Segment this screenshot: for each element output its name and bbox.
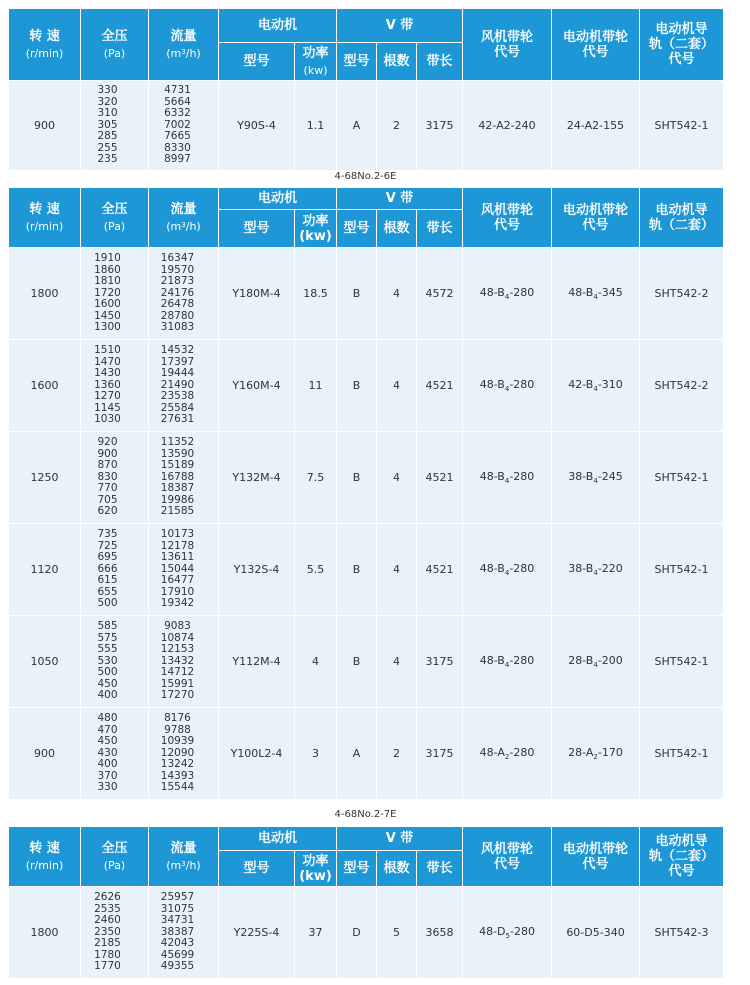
belt-model-cell: B	[337, 340, 377, 432]
belt-count-cell: 4	[377, 616, 417, 708]
header-belt-length: 带长	[417, 210, 463, 248]
fan-pulley-cell: $48-B_4-280$	[463, 340, 552, 432]
header-motor-pulley: 电动机带轮 代号	[552, 188, 640, 248]
header-motor: 电动机	[219, 188, 337, 210]
motor-pulley-cell: $38-B_4-220$	[552, 524, 640, 616]
header-belt-length: 带长	[417, 851, 463, 887]
table-row	[9, 248, 724, 340]
motor-pulley-cell: $48-B_4-345$	[552, 248, 640, 340]
fan-pulley-cell: $48-B_4-280$	[463, 248, 552, 340]
belt-count-cell: 4	[377, 432, 417, 524]
speed-cell: 900	[9, 708, 81, 800]
rail-cell: SHT542-3	[640, 887, 724, 979]
header-motor-model: 型号	[219, 851, 295, 887]
motor-pulley-cell: $38-B_4-245$	[552, 432, 640, 524]
flow-list: 16347 19570 21873 24176 26478 28780 31083	[149, 248, 219, 340]
motor-model-cell: Y160M-4	[219, 340, 295, 432]
fan-pulley-cell: 42-A2-240	[463, 81, 552, 171]
rail-cell: SHT542-1	[640, 708, 724, 800]
table-row	[9, 432, 724, 524]
header-speed: 转 速 (r/min)	[9, 188, 81, 248]
pressure-list: 920 900 870 830 770 705 620	[81, 432, 149, 524]
rail-cell: SHT542-1	[640, 524, 724, 616]
rail-cell: SHT542-1	[640, 616, 724, 708]
flow-list: 11352 13590 15189 16788 18387 19986 21585	[149, 432, 219, 524]
belt-length-cell: 3658	[417, 887, 463, 979]
power-cell: 4	[295, 616, 337, 708]
pressure-list: 1910 1860 1810 1720 1600 1450 1300	[81, 248, 149, 340]
header-motor-model: 型号	[219, 43, 295, 81]
header-vbelt: V 带	[337, 9, 463, 43]
header-motor-pulley: 电动机带轮 代号	[552, 9, 640, 81]
header-power: 功率 (kw)	[295, 43, 337, 81]
header-power: 功率 (kw)	[295, 210, 337, 248]
header-motor: 电动机	[219, 9, 337, 43]
fan-pulley-cell: $48-D_5-280$	[463, 887, 552, 979]
header-motor-pulley: 电动机带轮 代号	[552, 827, 640, 887]
header-belt-model: 型号	[337, 210, 377, 248]
table-row	[9, 340, 724, 432]
table-row	[9, 616, 724, 708]
belt-length-cell: 3175	[417, 708, 463, 800]
motor-model-cell: Y132S-4	[219, 524, 295, 616]
header-flow: 流量 $(m^3/h)$	[149, 827, 219, 887]
speed-cell: 900	[9, 81, 81, 171]
power-cell: 5.5	[295, 524, 337, 616]
flow-list: 14532 17397 19444 21490 23538 25584 27631	[149, 340, 219, 432]
rail-cell: SHT542-2	[640, 248, 724, 340]
header-vbelt: V 带	[337, 827, 463, 851]
belt-model-cell: A	[337, 81, 377, 171]
header-belt-model: 型号	[337, 43, 377, 81]
fan-spec-table-3	[8, 826, 724, 979]
header-belt-model: 型号	[337, 851, 377, 887]
fan-pulley-cell: $48-B_4-280$	[463, 524, 552, 616]
belt-length-cell: 3175	[417, 81, 463, 171]
speed-cell: 1600	[9, 340, 81, 432]
flow-list: 10173 12178 13611 15044 16477 17910 19342	[149, 524, 219, 616]
header-vbelt: V 带	[337, 188, 463, 210]
header-rail: 电动机导 轨（二套） 代号	[640, 9, 724, 81]
belt-count-cell: 2	[377, 708, 417, 800]
header-pressure: 全压 (Pa)	[81, 188, 149, 248]
header-belt-count: 根数	[377, 210, 417, 248]
belt-length-cell: 4521	[417, 432, 463, 524]
flow-list: 9083 10874 12153 13432 14712 15991 17270	[149, 616, 219, 708]
pressure-list: 2626 2535 2460 2350 2185 1780 1770	[81, 887, 149, 979]
motor-pulley-cell: 24-A2-155	[552, 81, 640, 171]
header-motor: 电动机	[219, 827, 337, 851]
header-flow: 流量 $(m^3/h)$	[149, 9, 219, 81]
pressure-list: 480 470 450 430 400 370 330	[81, 708, 149, 800]
motor-pulley-cell: $42-B_4-310$	[552, 340, 640, 432]
belt-length-cell: 3175	[417, 616, 463, 708]
motor-model-cell: Y132M-4	[219, 432, 295, 524]
caption-no2-6e: 4-68No.2-6E	[334, 171, 397, 182]
header-pressure: 全压 (Pa)	[81, 827, 149, 887]
rail-cell: SHT542-1	[640, 432, 724, 524]
speed-cell: 1800	[9, 887, 81, 979]
rail-cell: SHT542-1	[640, 81, 724, 171]
motor-model-cell: Y90S-4	[219, 81, 295, 171]
power-cell: 1.1	[295, 81, 337, 171]
flow-list: 25957 31075 34731 38387 42043 45699 49355	[149, 887, 219, 979]
pressure-list: 1510 1470 1430 1360 1270 1145 1030	[81, 340, 149, 432]
speed-cell: 1250	[9, 432, 81, 524]
header-flow: 流量 $(m^3/h)$	[149, 188, 219, 248]
power-cell: 18.5	[295, 248, 337, 340]
fan-pulley-cell: $48-A_2-280$	[463, 708, 552, 800]
belt-count-cell: 5	[377, 887, 417, 979]
motor-model-cell: Y225S-4	[219, 887, 295, 979]
belt-model-cell: B	[337, 616, 377, 708]
belt-length-cell: 4521	[417, 524, 463, 616]
power-cell: 11	[295, 340, 337, 432]
motor-model-cell: Y112M-4	[219, 616, 295, 708]
motor-model-cell: Y180M-4	[219, 248, 295, 340]
speed-cell: 1800	[9, 248, 81, 340]
header-rail: 电动机导 轨（二套）	[640, 188, 724, 248]
flow-list: 4731 5664 6332 7002 7665 8330 8997	[149, 81, 219, 171]
header-belt-count: 根数	[377, 43, 417, 81]
pressure-list: 735 725 695 666 615 655 500	[81, 524, 149, 616]
header-fan-pulley: 风机带轮 代号	[463, 188, 552, 248]
belt-count-cell: 4	[377, 524, 417, 616]
belt-model-cell: B	[337, 248, 377, 340]
power-cell: 3	[295, 708, 337, 800]
header-rail: 电动机导 轨（二套） 代号	[640, 827, 724, 887]
table-row	[9, 887, 724, 979]
power-cell: 7.5	[295, 432, 337, 524]
caption-no2-7e: 4-68No.2-7E	[334, 809, 397, 820]
pressure-list: 330 320 310 305 285 255 235	[81, 81, 149, 171]
table-row	[9, 524, 724, 616]
header-speed: 转 速 (r/min)	[9, 827, 81, 887]
fan-spec-table-1	[8, 8, 724, 171]
pressure-list: 585 575 555 530 500 450 400	[81, 616, 149, 708]
header-fan-pulley: 风机带轮 代号	[463, 9, 552, 81]
motor-pulley-cell: $28-A_2-170$	[552, 708, 640, 800]
rail-cell: SHT542-2	[640, 340, 724, 432]
belt-count-cell: 2	[377, 81, 417, 171]
speed-cell: 1050	[9, 616, 81, 708]
header-fan-pulley: 风机带轮 代号	[463, 827, 552, 887]
header-motor-model: 型号	[219, 210, 295, 248]
belt-model-cell: B	[337, 432, 377, 524]
motor-pulley-cell: $28-B_4-200$	[552, 616, 640, 708]
fan-spec-table-2	[8, 187, 724, 800]
belt-length-cell: 4572	[417, 248, 463, 340]
header-pressure: 全压 (Pa)	[81, 9, 149, 81]
header-power: 功率 (kw)	[295, 851, 337, 887]
power-cell: 37	[295, 887, 337, 979]
header-belt-count: 根数	[377, 851, 417, 887]
table-row	[9, 81, 724, 171]
header-belt-length: 带长	[417, 43, 463, 81]
belt-length-cell: 4521	[417, 340, 463, 432]
belt-count-cell: 4	[377, 340, 417, 432]
speed-cell: 1120	[9, 524, 81, 616]
motor-pulley-cell: 60-D5-340	[552, 887, 640, 979]
belt-model-cell: D	[337, 887, 377, 979]
belt-count-cell: 4	[377, 248, 417, 340]
flow-list: 8176 9788 10939 12090 13242 14393 15544	[149, 708, 219, 800]
fan-pulley-cell: $48-B_4-280$	[463, 616, 552, 708]
motor-model-cell: Y100L2-4	[219, 708, 295, 800]
belt-model-cell: B	[337, 524, 377, 616]
fan-pulley-cell: $48-B_4-280$	[463, 432, 552, 524]
table-row	[9, 708, 724, 800]
belt-model-cell: A	[337, 708, 377, 800]
header-speed: 转 速 (r/min)	[9, 9, 81, 81]
